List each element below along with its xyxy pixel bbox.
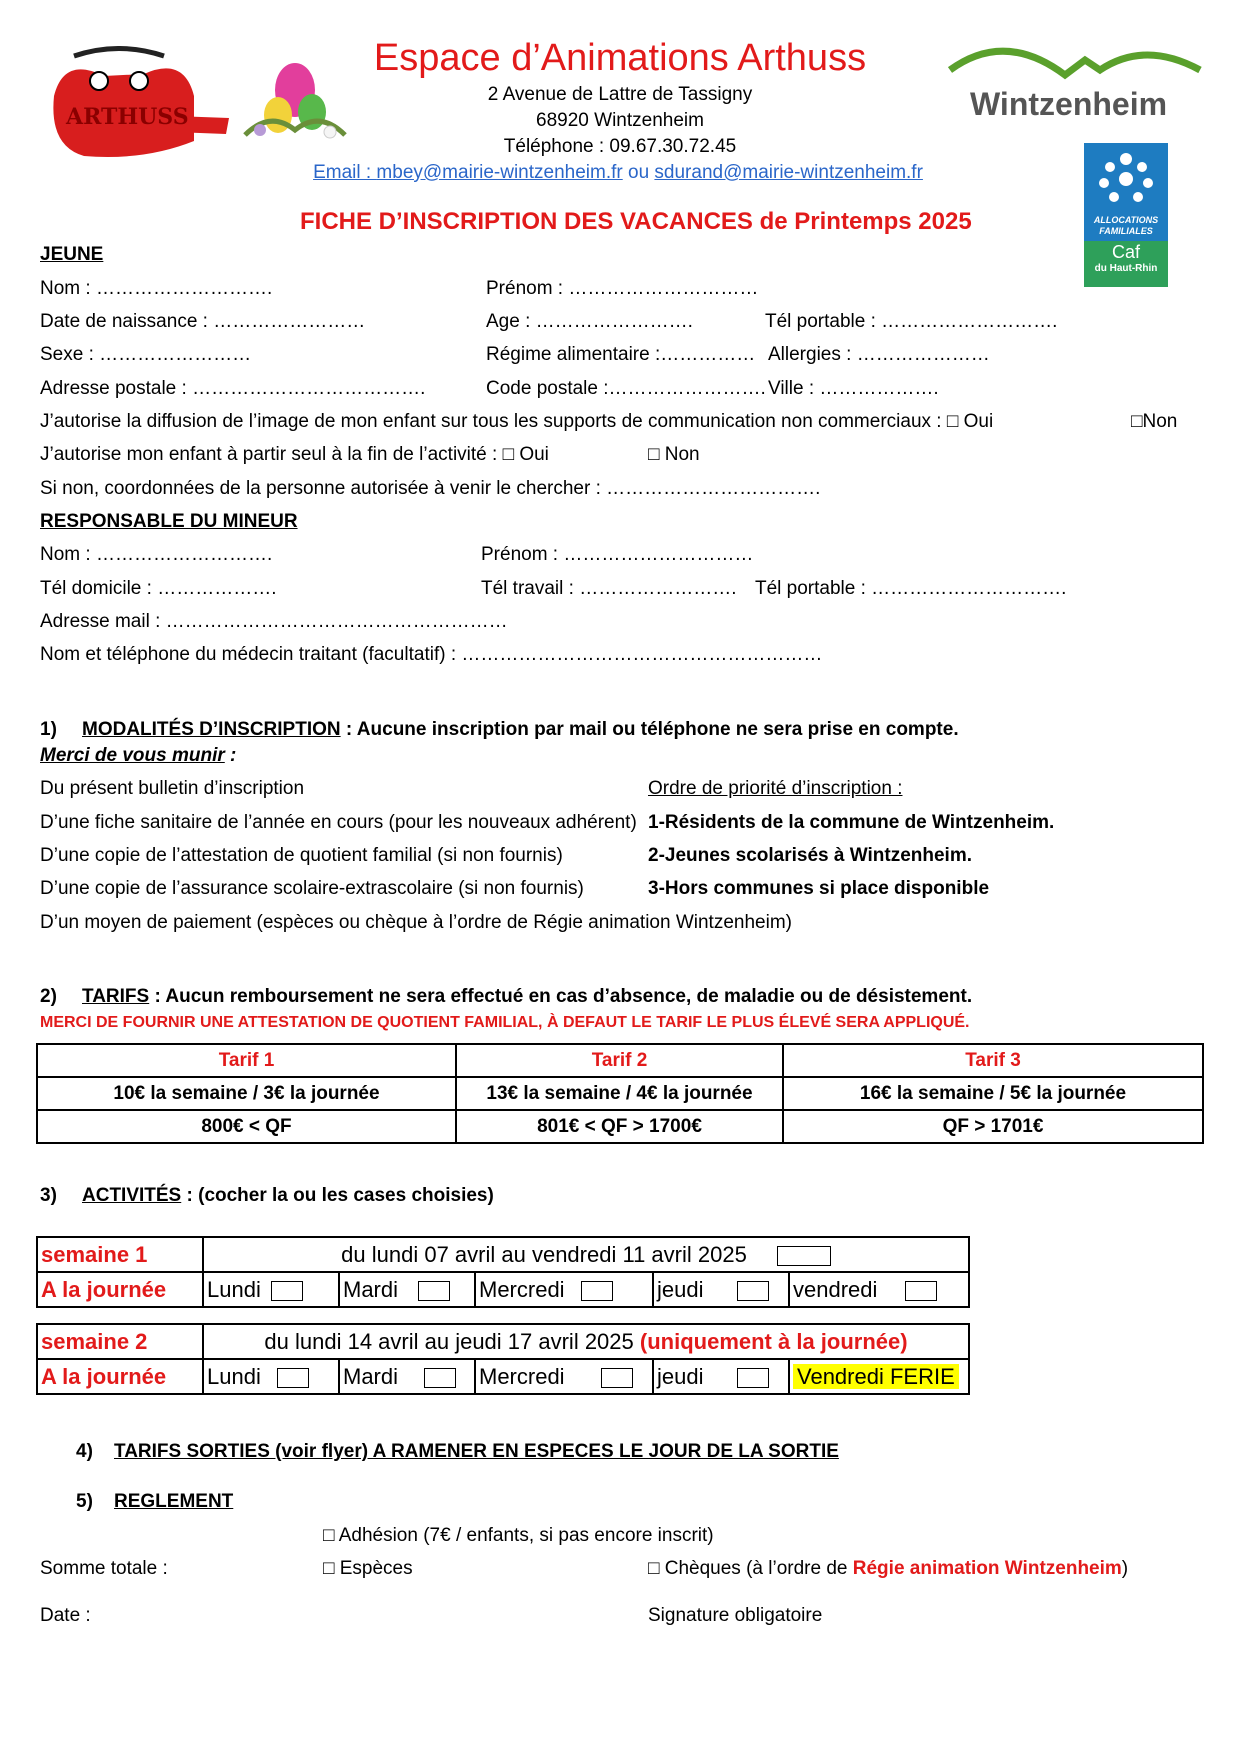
tarif-qf: QF > 1701€ xyxy=(783,1110,1203,1143)
merci-label: Merci de vous munir : xyxy=(40,745,237,766)
adhesion-checkbox[interactable]: □ Adhésion (7€ / enfants, si pas encore inscrit) xyxy=(323,1525,714,1546)
cheques-checkbox[interactable]: □ Chèques (à l’ordre de Régie animation Wintzenheim) xyxy=(648,1558,1129,1579)
caf-line2: FAMILIALES xyxy=(1099,226,1153,236)
week1-day-cell[interactable]: vendredi xyxy=(789,1272,969,1307)
day-checkbox[interactable] xyxy=(581,1281,613,1301)
day-checkbox[interactable] xyxy=(905,1281,937,1301)
section4-heading: 4) TARIFS SORTIES (voir flyer) A RAMENER EN ESPECES LE JOUR DE LA SORTIE xyxy=(76,1441,839,1462)
section1-heading: 1) MODALITÉS D’INSCRIPTION : Aucune inscription par mail ou téléphone ne sera prise en compte. xyxy=(40,719,959,740)
day-checkbox[interactable] xyxy=(277,1368,309,1388)
org-phone: Téléphone : 09.67.30.72.45 xyxy=(503,136,737,157)
form-title: FICHE D’INSCRIPTION DES VACANCES de Printemps 2025 xyxy=(300,208,972,235)
week2-day-cell[interactable]: Mercredi xyxy=(475,1359,653,1394)
document-item: D’une fiche sanitaire de l’année en cours (pour les nouveaux adhérent) xyxy=(40,812,637,833)
responsable-prenom-field[interactable]: Prénom : ………………………… xyxy=(481,544,754,565)
wintzenheim-logo xyxy=(945,40,1205,130)
personne-autorisee-field[interactable]: Si non, coordonnées de la personne autorisée à venir le chercher : ……………………………. xyxy=(40,478,821,499)
week2-note: (uniquement à la journée) xyxy=(639,1328,908,1354)
jeune-nom-field[interactable]: Nom : ………………………. xyxy=(40,278,273,299)
email-separator: ou xyxy=(622,162,655,183)
jeune-tel-portable-field[interactable]: Tél portable : ………………………. xyxy=(765,311,1058,332)
week2-label: semaine 2 xyxy=(37,1324,203,1359)
week2-day-cell[interactable]: jeudi xyxy=(653,1359,789,1394)
day-checkbox[interactable] xyxy=(601,1368,633,1388)
week1-day-label: A la journée xyxy=(37,1272,203,1307)
section3-heading: 3) ACTIVITÉS : (cocher la ou les cases choisies) xyxy=(40,1185,494,1206)
caf-logo xyxy=(1084,143,1168,287)
document-item: Du présent bulletin d’inscription xyxy=(40,778,305,799)
arthuss-logo-text: ARTHUSS xyxy=(66,104,189,130)
qf-warning: MERCI DE FOURNIR UNE ATTESTATION DE QUOTIENT FAMILIAL, À DEFAUT LE TARIF LE PLUS ÉLEVÉ SERA APPLIQUÉ. xyxy=(40,1014,970,1031)
wintzenheim-logo-text: Wintzenheim xyxy=(970,86,1168,122)
signature-label: Signature obligatoire xyxy=(648,1605,823,1626)
week1-row[interactable] xyxy=(203,1237,969,1272)
email-link-2[interactable]: sdurand@mairie-wintzenheim.fr xyxy=(654,162,923,183)
tarif-qf: 800€ < QF xyxy=(37,1110,456,1143)
autorisation-seul-non[interactable]: □ Non xyxy=(648,444,700,465)
jeune-naissance-field[interactable]: Date de naissance : …………………… xyxy=(40,311,366,332)
org-name: Espace d’Animations Arthuss xyxy=(373,37,867,79)
responsable-tel-travail-field[interactable]: Tél travail : ……………………. xyxy=(481,578,737,599)
jeune-allergies-field[interactable]: Allergies : ………………… xyxy=(768,344,990,365)
tarif-price: 10€ la semaine / 3€ la journée xyxy=(37,1077,456,1110)
jeune-ville-field[interactable]: Ville : ………………. xyxy=(768,378,939,399)
email-link-1[interactable]: Email : mbey@mairie-wintzenheim.fr xyxy=(313,162,623,183)
day-checkbox[interactable] xyxy=(418,1281,450,1301)
tarif-qf: 801€ < QF > 1700€ xyxy=(456,1110,783,1143)
jeune-regime-field[interactable]: Régime alimentaire :…………… xyxy=(486,344,756,365)
email-line xyxy=(268,161,968,185)
priority-item: 1-Résidents de la commune de Wintzenheim. xyxy=(648,812,1055,833)
tarif-header: Tarif 1 xyxy=(37,1044,456,1077)
date-label: Date : xyxy=(40,1605,91,1626)
week1-label: semaine 1 xyxy=(37,1237,203,1272)
jeune-adresse-field[interactable]: Adresse postale : ………………………………. xyxy=(40,378,426,399)
week1-day-cell[interactable]: jeudi xyxy=(653,1272,789,1307)
autorisation-seul[interactable]: J’autorise mon enfant à partir seul à la fin de l’activité : □ Oui xyxy=(40,444,549,465)
org-address: 2 Avenue de Lattre de Tassigny xyxy=(487,84,753,105)
week1-day-cell[interactable]: Lundi xyxy=(203,1272,339,1307)
week2-row xyxy=(203,1324,969,1359)
jeune-code-postal-field[interactable]: Code postale :……………………. xyxy=(486,378,766,399)
ferie-badge: Vendredi FERIE xyxy=(793,1364,959,1389)
week1-day-cell[interactable]: Mardi xyxy=(339,1272,475,1307)
week2-table xyxy=(36,1323,970,1395)
week2-ferie-cell xyxy=(789,1359,969,1394)
jeune-prenom-field[interactable]: Prénom : ………………………… xyxy=(486,278,759,299)
week2-dates: du lundi 14 avril au jeudi 17 avril 2025 xyxy=(264,1328,640,1354)
responsable-tel-portable-field[interactable]: Tél portable : …………………………. xyxy=(755,578,1067,599)
responsable-mail-field[interactable]: Adresse mail : ……………………………………………… xyxy=(40,611,508,632)
caf-name: Caf xyxy=(1111,242,1140,262)
section5-heading: 5) REGLEMENT xyxy=(76,1491,234,1512)
priority-item: 2-Jeunes scolarisés à Wintzenheim. xyxy=(648,845,973,866)
especes-checkbox[interactable]: □ Espèces xyxy=(323,1558,413,1579)
week2-day-label: A la journée xyxy=(37,1359,203,1394)
day-checkbox[interactable] xyxy=(737,1368,769,1388)
document-item: D’une copie de l’assurance scolaire-extrascolaire (si non fournis) xyxy=(40,878,584,899)
day-checkbox[interactable] xyxy=(424,1368,456,1388)
autorisation-image[interactable]: J’autorise la diffusion de l’image de mon enfant sur tous les supports de communication non commerciaux : □ Oui xyxy=(40,411,994,432)
autorisation-image-non[interactable]: □Non xyxy=(1131,411,1178,432)
week2-day-cell[interactable]: Mardi xyxy=(339,1359,475,1394)
somme-totale-label: Somme totale : xyxy=(40,1558,168,1579)
responsable-nom-field[interactable]: Nom : ………………………. xyxy=(40,544,273,565)
org-city: 68920 Wintzenheim xyxy=(536,110,704,131)
week1-checkbox[interactable] xyxy=(777,1246,831,1266)
responsable-tel-domicile-field[interactable]: Tél domicile : ………………. xyxy=(40,578,277,599)
week1-table xyxy=(36,1236,970,1308)
medecin-field[interactable]: Nom et téléphone du médecin traitant (facultatif) : ………………………………………………… xyxy=(40,644,823,665)
document-item: D’un moyen de paiement (espèces ou chèque à l’ordre de Régie animation Wintzenheim) xyxy=(40,912,792,933)
priority-item: 3-Hors communes si place disponible xyxy=(648,878,990,899)
section2-heading: 2) TARIFS : Aucun remboursement ne sera effectué en cas d’absence, de maladie ou de désistement. xyxy=(40,986,973,1007)
caf-line1: ALLOCATIONS xyxy=(1093,215,1159,225)
jeune-heading: JEUNE xyxy=(40,244,104,265)
week1-dates: du lundi 07 avril au vendredi 11 avril 2025 xyxy=(341,1241,747,1267)
document-item: D’une copie de l’attestation de quotient familial (si non fournis) xyxy=(40,845,563,866)
tarif-header: Tarif 2 xyxy=(456,1044,783,1077)
responsable-heading: RESPONSABLE DU MINEUR xyxy=(40,511,298,532)
day-checkbox[interactable] xyxy=(737,1281,769,1301)
priority-heading: Ordre de priorité d’inscription : xyxy=(648,778,903,799)
tarif-price: 16€ la semaine / 5€ la journée xyxy=(783,1077,1203,1110)
jeune-age-field[interactable]: Age : ……………………. xyxy=(486,311,693,332)
tarif-header: Tarif 3 xyxy=(783,1044,1203,1077)
jeune-sexe-field[interactable]: Sexe : …………………… xyxy=(40,344,252,365)
arthuss-logo xyxy=(44,46,234,166)
day-checkbox[interactable] xyxy=(271,1281,303,1301)
caf-region: du Haut-Rhin xyxy=(1094,263,1158,274)
tarifs-table xyxy=(36,1043,1204,1144)
week2-day-cell[interactable]: Lundi xyxy=(203,1359,339,1394)
week1-day-cell[interactable]: Mercredi xyxy=(475,1272,653,1307)
tarif-price: 13€ la semaine / 4€ la journée xyxy=(456,1077,783,1110)
